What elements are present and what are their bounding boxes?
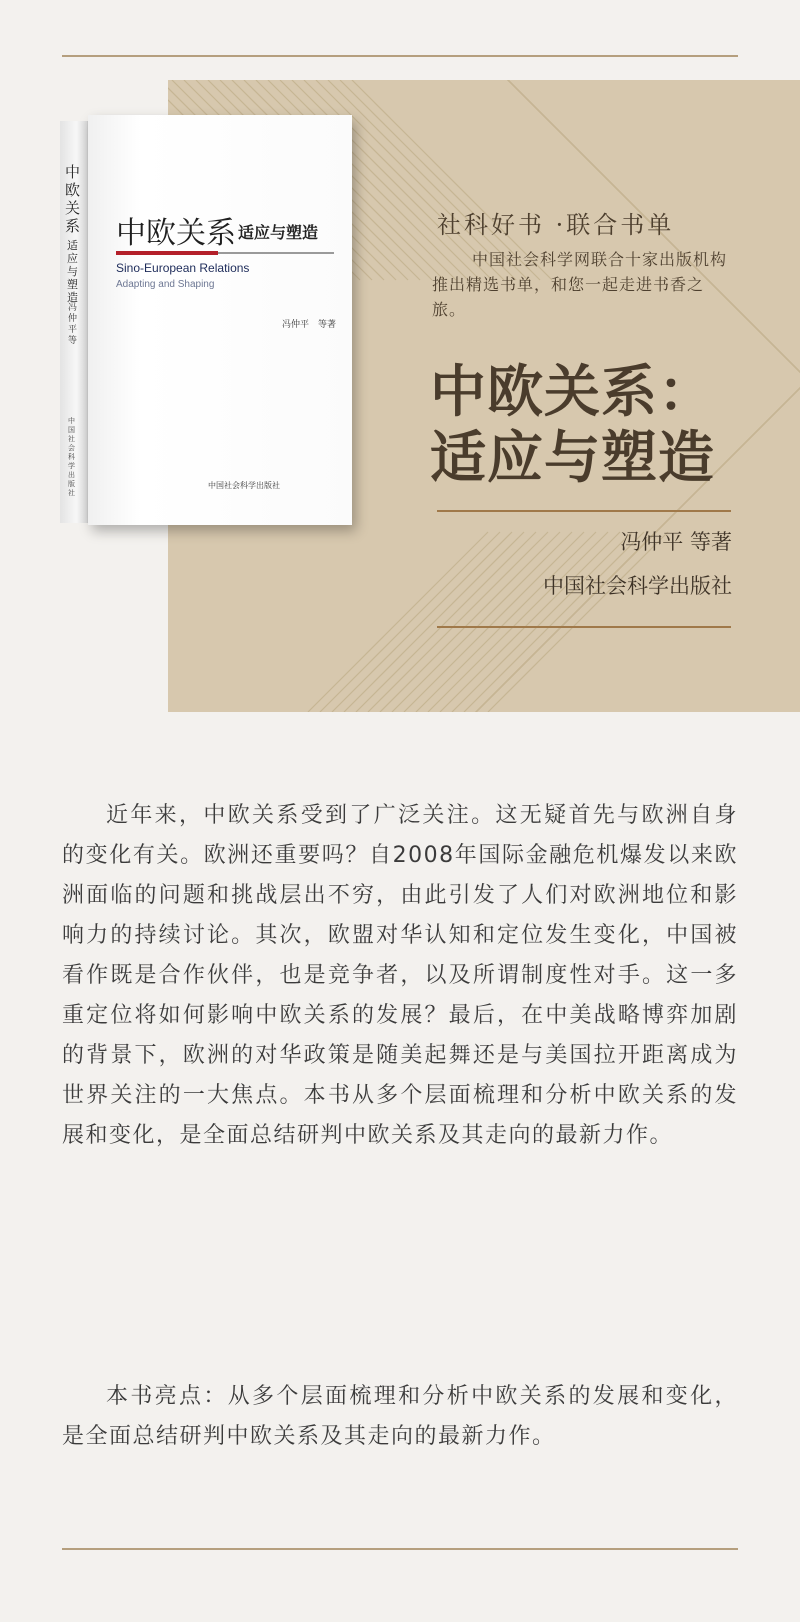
pattern-line (768, 340, 800, 420)
pattern-line (404, 532, 584, 712)
cover-subtitle: 适应与塑造 (238, 223, 319, 242)
book-title (430, 360, 715, 492)
pattern-line (368, 532, 548, 712)
pattern-line (344, 532, 524, 712)
spine-publisher: 中国社会科学出版社 (68, 417, 75, 497)
book-cover-image (60, 115, 352, 525)
book-front-cover (88, 115, 352, 525)
pattern-line (428, 532, 608, 712)
top-divider (62, 55, 738, 57)
highlights-paragraph: 本书亮点：从多个层面梳理和分析中欧关系的发展和变化，是全面总结研判中欧关系及其走向的最新力作。 (62, 1384, 738, 1449)
intro-paragraph: 近年来，中欧关系受到了广泛关注。这无疑首先与欧洲自身的变化有关。欧洲还重要吗？自2008年国际金融危机爆发以来欧洲面临的问题和挑战层出不穷，由此引发了人们对欧洲地位和影响力的持续讨论。其次，欧盟对华认知和定位发生变化，中国被看作既是合作伙伴，也是竞争者，以及所谓制度性对手。这一多重定位将如何影响中欧关系的发展？最后，在中美战略博弈加剧的背景下，欧洲的对华政策是随美起舞还是与美国拉开距离成为世界关注的一大焦点。本书从多个层面梳理和分析中欧关系的发展和变化，是全面总结研判中欧关系及其走向的最新力作。 (62, 803, 738, 1148)
pattern-line (744, 316, 800, 444)
book-spine (60, 121, 88, 523)
cover-english-subtitle: Adapting and Shaping (116, 279, 215, 290)
spine-author: 冯仲平 等 (68, 303, 78, 346)
pattern-line (488, 532, 668, 712)
series-description: 中国社会科学网联合十家出版机构推出精选书单，和您一起走进书香之旅。 (432, 250, 728, 319)
book-author: 冯仲平 等著 (620, 530, 732, 554)
cover-title: 中欧关系 (116, 216, 236, 251)
pattern-line (732, 304, 800, 456)
cover-author: 冯仲平 等著 (282, 320, 337, 330)
book-publisher: 中国社会科学出版社 (543, 574, 732, 598)
cover-publisher: 中国社会科学出版社 (208, 481, 280, 490)
pattern-line (320, 532, 500, 712)
book-title-line1: 中欧关系： (430, 360, 715, 425)
pattern-line (308, 532, 488, 712)
pattern-line (476, 532, 656, 712)
pattern-line (416, 532, 596, 712)
title-underline (437, 510, 731, 512)
pattern-line (356, 532, 536, 712)
pattern-line (756, 328, 800, 432)
book-title-line2: 适应与塑造 (430, 426, 715, 491)
bottom-divider (62, 1548, 738, 1550)
pattern-line (464, 532, 644, 712)
pattern-line (380, 532, 560, 712)
cover-divider-bar (218, 252, 334, 254)
series-label: 社科好书 ·联合书单 (437, 211, 675, 239)
spine-title: 中欧关系 (65, 163, 81, 235)
pattern-line (440, 532, 620, 712)
pattern-line (452, 532, 632, 712)
spine-subtitle: 适应与塑造 (67, 239, 78, 304)
cover-accent-bar (116, 251, 218, 255)
publisher-underline (437, 626, 731, 628)
pattern-line (392, 532, 572, 712)
pattern-line (332, 532, 512, 712)
cover-english-title: Sino-European Relations (116, 261, 250, 275)
